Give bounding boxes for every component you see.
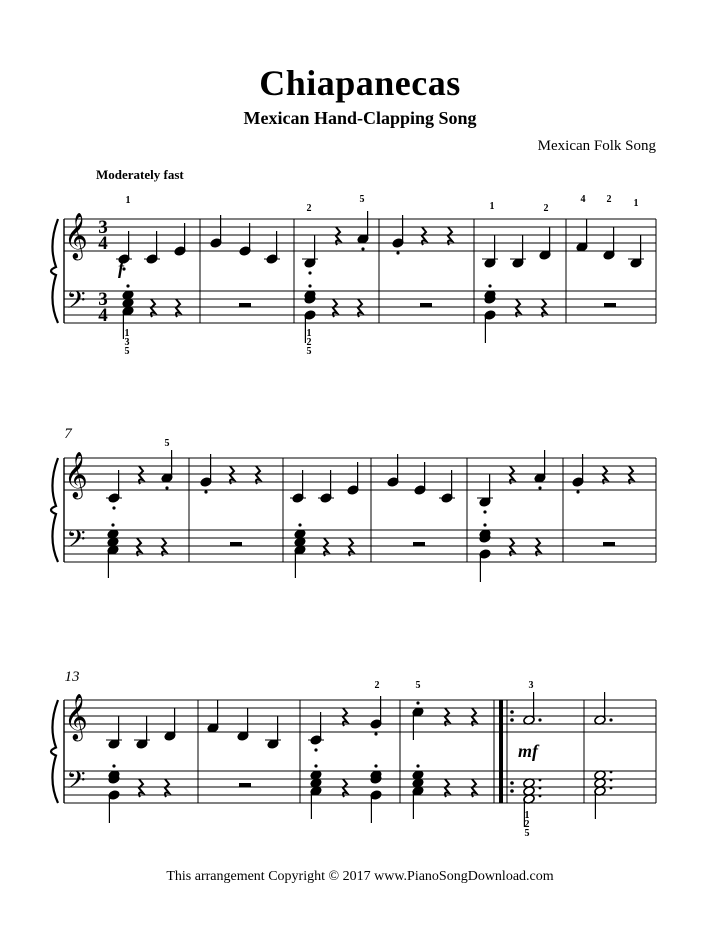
staccato-dot — [308, 271, 311, 274]
half-rest — [420, 303, 432, 307]
fingering-number: 5 — [306, 346, 312, 357]
repeat-dot — [510, 781, 514, 785]
fingering-number: 2 — [524, 819, 530, 830]
fingering-number: 2 — [306, 337, 312, 348]
staccato-dot — [126, 284, 129, 287]
quarter-rest — [358, 299, 362, 317]
staccato-dot — [576, 490, 579, 493]
bass-clef-icon: 𝄢 — [66, 766, 86, 801]
staccato-dot — [204, 490, 207, 493]
augmentation-dot — [539, 779, 542, 782]
quarter-rest — [165, 779, 169, 797]
staccato-dot — [111, 523, 114, 526]
augmentation-dot — [610, 779, 613, 782]
quarter-rest — [336, 227, 340, 245]
half-rest — [239, 783, 251, 787]
fingering-number: 2 — [306, 203, 312, 214]
staccato-dot — [374, 764, 377, 767]
augmentation-dot — [609, 718, 612, 721]
repeat-thick-barline — [499, 700, 503, 803]
staccato-dot — [314, 748, 317, 751]
quarter-rest — [542, 299, 546, 317]
quarter-rest — [162, 538, 166, 556]
fingering-number: 5 — [124, 346, 130, 357]
measure-number: 7 — [64, 426, 72, 442]
quarter-rest — [603, 466, 607, 484]
quarter-rest — [472, 779, 476, 797]
bass-clef-icon: 𝄢 — [66, 525, 86, 560]
quarter-rest — [176, 299, 180, 317]
staccato-dot — [314, 764, 317, 767]
repeat-dot — [510, 789, 514, 793]
copyright-notice: This arrangement Copyright © 2017 www.PianoSongDownload.com — [166, 869, 554, 884]
quarter-rest — [343, 779, 347, 797]
augmentation-dot — [538, 718, 541, 721]
staccato-dot — [112, 764, 115, 767]
fingering-number: 2 — [374, 680, 380, 691]
quarter-rest — [324, 538, 328, 556]
fingering-number: 5 — [415, 680, 421, 691]
composer-credit: Mexican Folk Song — [537, 138, 656, 154]
brace — [51, 458, 58, 562]
fingering-number: 5 — [524, 828, 530, 839]
score-title: Chiapanecas — [259, 63, 461, 103]
quarter-rest — [510, 466, 514, 484]
time-signature-bottom: 4 — [98, 233, 108, 254]
augmentation-dot — [539, 787, 542, 790]
dynamic-mezzo-forte: mf — [518, 741, 538, 761]
quarter-rest — [333, 299, 337, 317]
staccato-dot — [483, 523, 486, 526]
half-rest — [413, 542, 425, 546]
tempo-marking: Moderately fast — [96, 167, 184, 182]
quarter-rest — [448, 227, 452, 245]
quarter-rest — [536, 538, 540, 556]
staccato-dot — [165, 486, 168, 489]
staccato-dot — [538, 486, 541, 489]
staccato-dot — [374, 732, 377, 735]
treble-clef-icon: 𝄞 — [64, 213, 88, 259]
half-rest — [239, 303, 251, 307]
quarter-rest — [137, 538, 141, 556]
time-signature-top: 3 — [98, 289, 108, 310]
quarter-rest — [445, 708, 449, 726]
augmentation-dot — [610, 771, 613, 774]
staccato-dot — [488, 284, 491, 287]
fingering-number: 3 — [528, 680, 534, 691]
fingering-number: 4 — [580, 194, 586, 205]
quarter-rest — [629, 466, 633, 484]
fingering-number: 1 — [124, 328, 130, 339]
repeat-dot — [510, 710, 514, 714]
fingering-number: 2 — [543, 203, 549, 214]
staccato-dot — [298, 523, 301, 526]
fingering-number: 1 — [489, 201, 495, 212]
fingering-number: 1 — [306, 328, 312, 339]
augmentation-dot — [539, 795, 542, 798]
half-rest — [230, 542, 242, 546]
quarter-rest — [510, 538, 514, 556]
score-subtitle: Mexican Hand-Clapping Song — [243, 108, 477, 128]
staccato-dot — [483, 510, 486, 513]
staccato-dot — [112, 506, 115, 509]
quarter-rest — [472, 708, 476, 726]
fingering-number: 1 — [125, 195, 131, 206]
time-signature-top: 3 — [98, 217, 108, 238]
fingering-number: 5 — [359, 194, 365, 205]
repeat-dot — [510, 718, 514, 722]
fingering-number: 2 — [606, 194, 612, 205]
treble-clef-icon: 𝄞 — [64, 694, 88, 740]
quarter-rest — [139, 779, 143, 797]
brace — [51, 700, 58, 803]
measure-number: 13 — [64, 669, 80, 685]
staccato-dot — [396, 251, 399, 254]
quarter-rest — [343, 708, 347, 726]
dynamic-forte: f — [118, 258, 124, 278]
quarter-rest — [139, 466, 143, 484]
quarter-rest — [256, 466, 260, 484]
quarter-rest — [445, 779, 449, 797]
fingering-number: 1 — [633, 198, 639, 209]
fingering-number: 1 — [524, 810, 530, 821]
staccato-dot — [416, 764, 419, 767]
bass-clef-icon: 𝄢 — [66, 286, 86, 321]
half-rest — [603, 542, 615, 546]
staccato-dot — [361, 247, 364, 250]
treble-clef-icon: 𝄞 — [64, 452, 88, 498]
quarter-rest — [516, 299, 520, 317]
staccato-dot — [308, 284, 311, 287]
score-layer — [51, 194, 656, 839]
augmentation-dot — [610, 787, 613, 790]
half-rest — [604, 303, 616, 307]
brace — [51, 219, 58, 323]
staccato-dot — [416, 701, 419, 704]
quarter-rest — [230, 466, 234, 484]
quarter-rest — [349, 538, 353, 556]
quarter-rest — [422, 227, 426, 245]
fingering-number: 5 — [164, 438, 170, 449]
time-signature-bottom: 4 — [98, 305, 108, 326]
fingering-number: 3 — [124, 337, 130, 348]
quarter-rest — [151, 299, 155, 317]
